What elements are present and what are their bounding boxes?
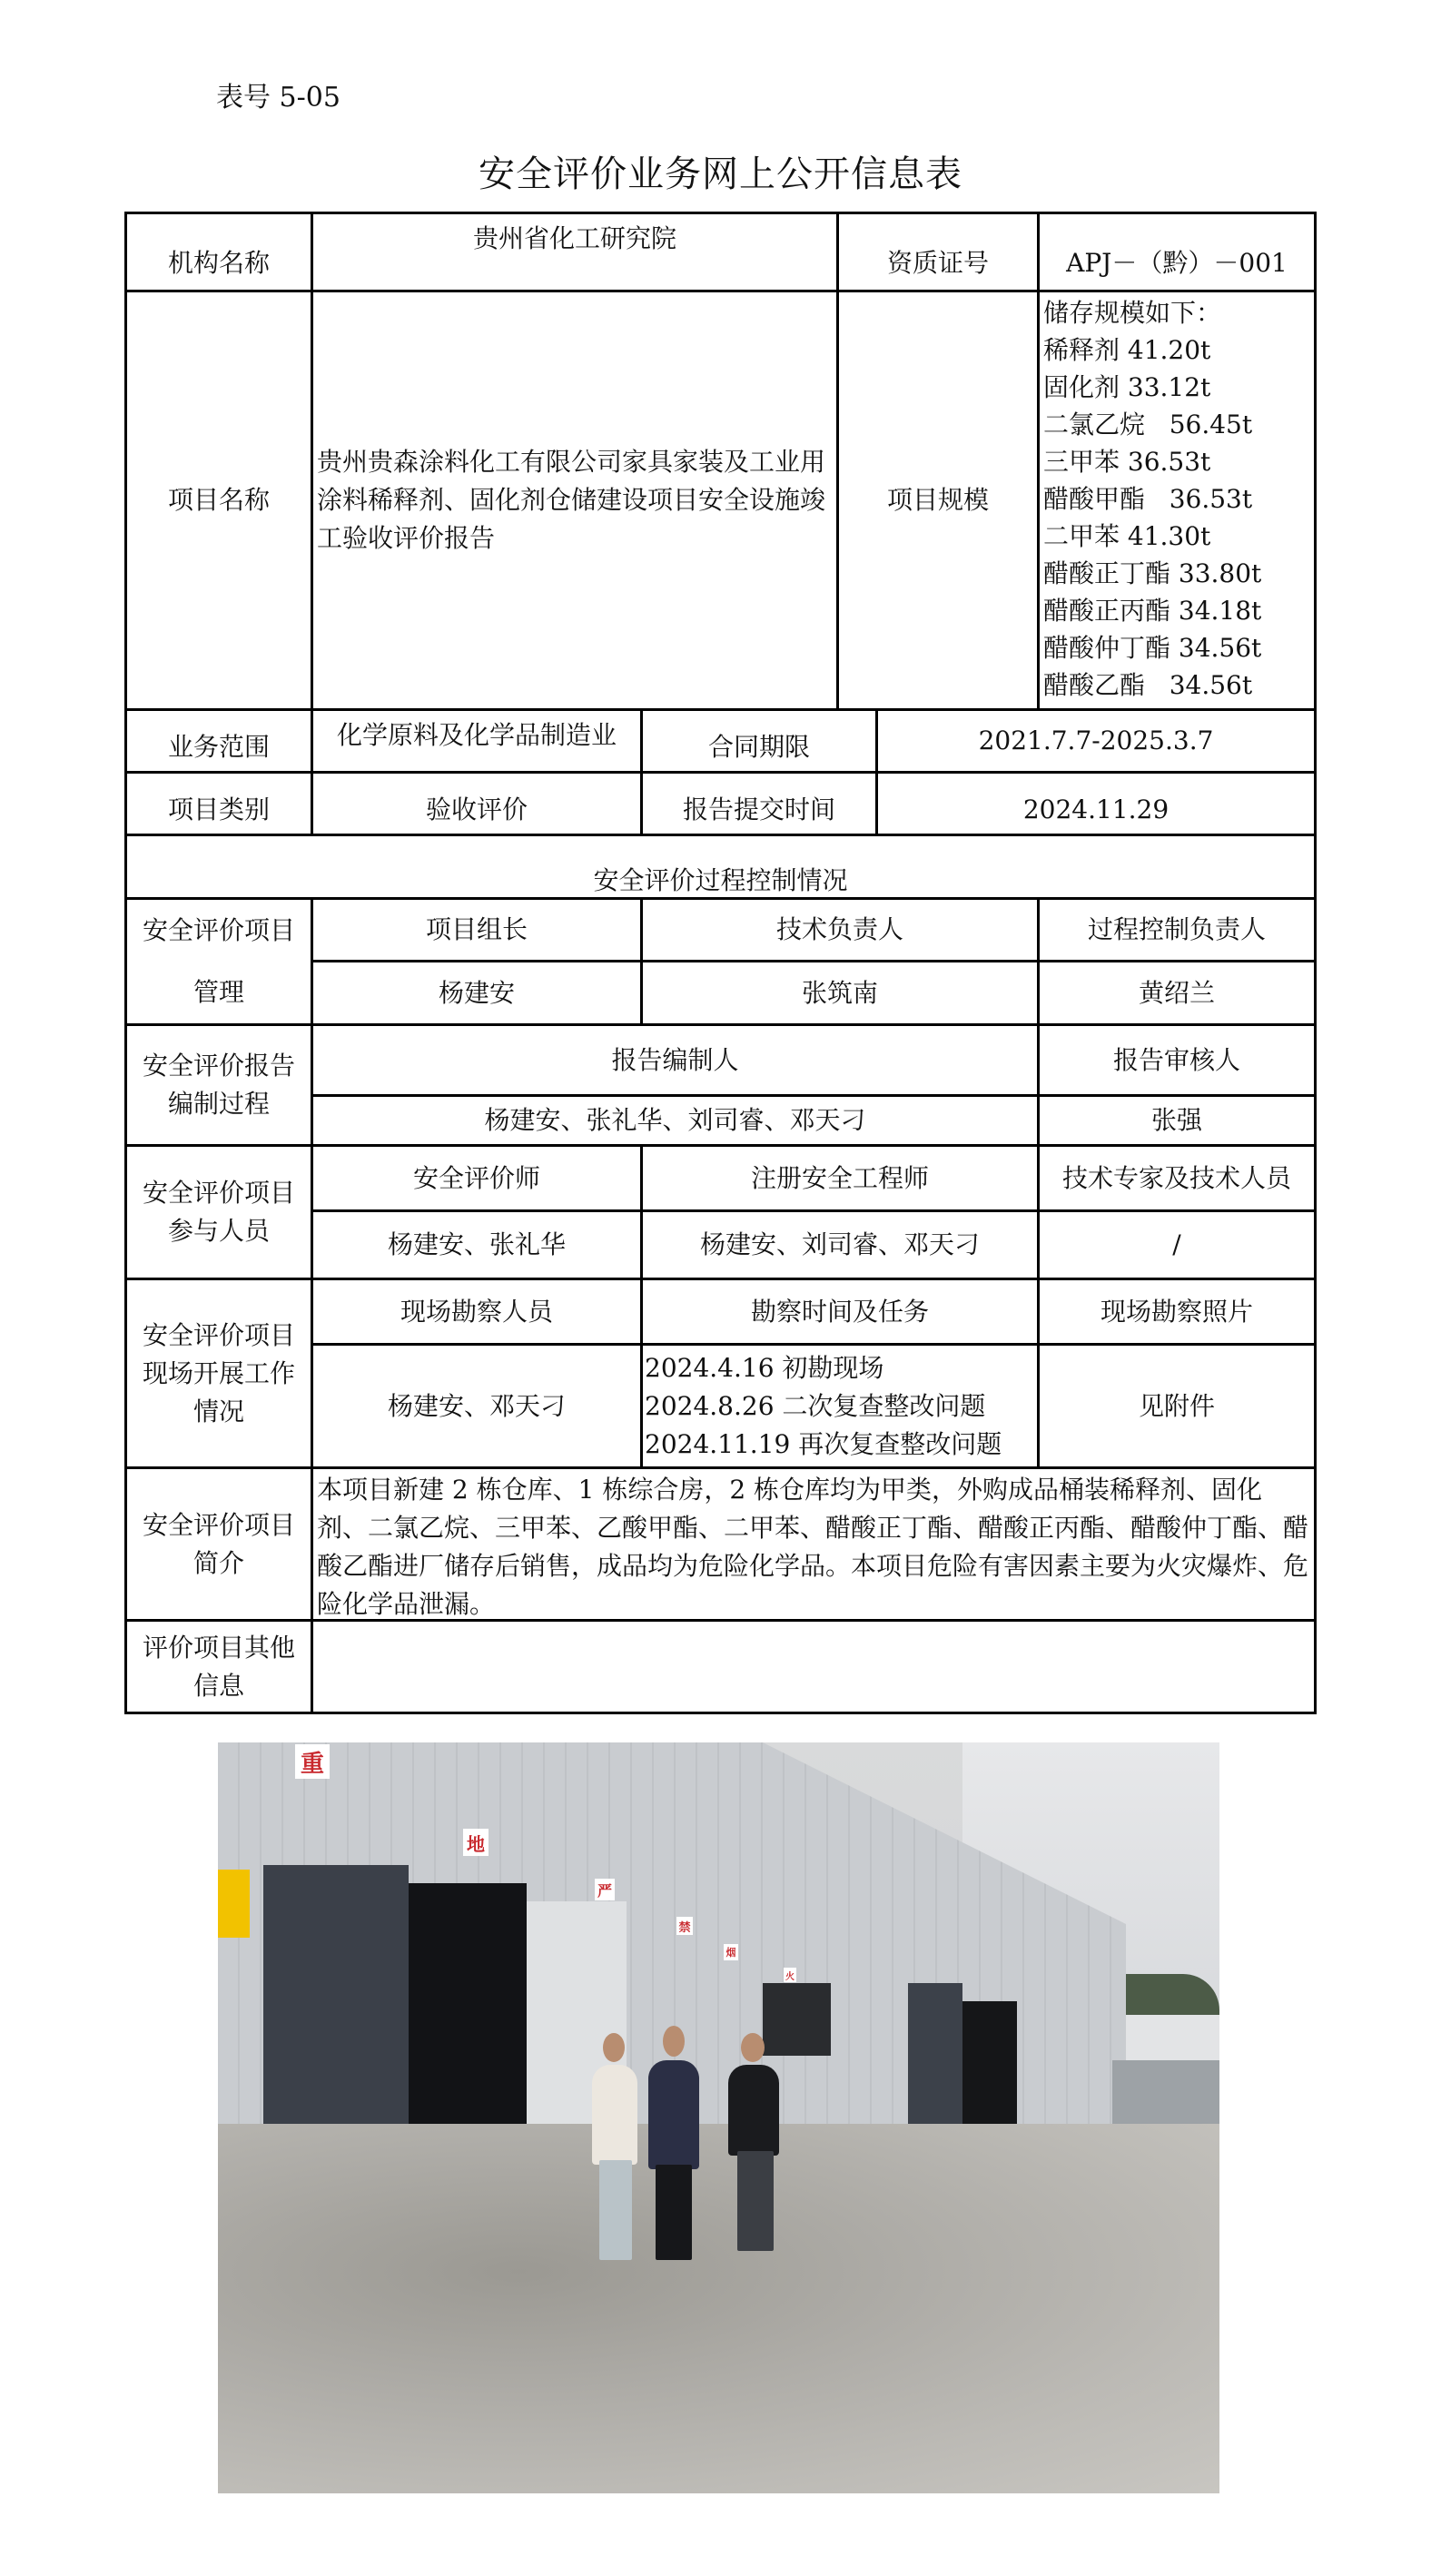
schedule-list <box>645 1349 1002 1464</box>
report-value-author: 杨建安、张礼华、刘司睿、邓天刁 <box>311 1094 1040 1147</box>
photo-door <box>263 1865 409 2137</box>
participants-header-engineer: 注册安全工程师 <box>640 1144 1040 1212</box>
management-label-line2: 管理 <box>192 977 244 1007</box>
participants-header-evaluator: 安全评价师 <box>311 1144 643 1212</box>
submit-value: 2024.11.29 <box>875 771 1317 836</box>
summary-value <box>311 1466 1317 1622</box>
scope-label: 业务范围 <box>124 708 313 774</box>
management-value-process: 黄绍兰 <box>1037 960 1317 1026</box>
site-work-label <box>124 1278 313 1469</box>
management-value-leader: 杨建安 <box>311 960 643 1026</box>
site-inspection-photo <box>218 1742 1219 2493</box>
photo-doorway <box>409 1883 527 2137</box>
scale-line: 稀释剂 41.20t <box>1043 335 1211 365</box>
scope-value: 化学原料及化学品制造业 <box>311 708 643 774</box>
scale-line: 储存规模如下： <box>1043 298 1222 328</box>
photo-warning-sign <box>218 1870 250 1938</box>
management-value-tech: 张筑南 <box>640 960 1040 1026</box>
scale-line: 二甲苯 41.30t <box>1043 521 1211 551</box>
scale-list <box>1043 294 1261 704</box>
project-name-text: 贵州贵森涂料化工有限公司家具家装及工业用涂料稀释剂、固化剂仓储建设项目安全设施竣工验收评价报告 <box>317 447 826 553</box>
photo-person-1 <box>592 2065 637 2165</box>
schedule-item: 2024.11.19 再次复查整改问题 <box>645 1428 1002 1459</box>
category-label: 项目类别 <box>124 771 313 836</box>
photo-sign-char: 禁 <box>676 1917 693 1935</box>
participants-value-evaluator: 杨建安、张礼华 <box>311 1209 643 1280</box>
site-value-schedule <box>640 1343 1040 1469</box>
form-number: 表号 5-05 <box>216 82 341 114</box>
org-name-label: 机构名称 <box>124 212 313 292</box>
summary-text: 本项目新建 2 栋仓库、1 栋综合房，2 栋仓库均为甲类，外购成品桶装稀释剂、固化剂、二氯乙烷、三甲苯、乙酸甲酯、二甲苯、醋酸正丁酯、醋酸正丙酯、醋酸仲丁酯、醋酸乙酯进厂储存后销售，成品均为危险化学品。本项目危险有害因素主要为火灾爆炸、危险化学品泄漏。 <box>317 1475 1309 1619</box>
scale-line: 三甲苯 36.53t <box>1043 447 1211 477</box>
other-label-text: 评价项目其他信息 <box>142 1632 295 1701</box>
management-label <box>124 897 313 1026</box>
photo-person-2-head <box>663 2026 685 2057</box>
report-value-reviewer: 张强 <box>1037 1094 1317 1147</box>
management-header-leader: 项目组长 <box>311 897 643 962</box>
scale-line: 二氯乙烷 56.45t <box>1043 410 1253 439</box>
photo-person-3-head <box>741 2033 765 2062</box>
schedule-item: 2024.8.26 二次复查整改问题 <box>645 1390 986 1421</box>
other-value <box>311 1619 1317 1714</box>
site-value-photos: 见附件 <box>1037 1343 1317 1469</box>
photo-person-1-head <box>603 2033 625 2062</box>
project-name-label: 项目名称 <box>124 290 313 711</box>
photo-doorway <box>962 2001 1017 2128</box>
project-name-value <box>311 290 839 711</box>
section-title: 安全评价过程控制情况 <box>124 834 1317 900</box>
scale-line: 醋酸乙酯 34.56t <box>1043 670 1253 700</box>
photo-sign-char: 烟 <box>724 1944 738 1960</box>
participants-label <box>124 1144 313 1280</box>
photo-sign-char: 重 <box>295 1744 330 1779</box>
participants-label-text: 安全评价项目参与人员 <box>142 1178 295 1246</box>
photo-person-2 <box>648 2060 699 2169</box>
photo-sign-char: 地 <box>463 1829 489 1856</box>
participants-value-engineer: 杨建安、刘司睿、邓天刁 <box>640 1209 1040 1280</box>
cert-label: 资质证号 <box>836 212 1040 292</box>
page-title: 安全评价业务网上公开信息表 <box>479 153 962 195</box>
photo-person-3-legs <box>737 2151 774 2251</box>
other-label <box>124 1619 313 1714</box>
participants-value-expert: / <box>1037 1209 1317 1280</box>
management-label-line1: 安全评价项目 <box>142 915 295 945</box>
photo-person-2-legs <box>656 2165 692 2260</box>
report-header-author: 报告编制人 <box>311 1023 1040 1097</box>
summary-label-text: 安全评价项目简介 <box>142 1509 295 1578</box>
photo-person-1-legs <box>599 2160 632 2260</box>
photo-window <box>763 1983 831 2056</box>
category-value: 验收评价 <box>311 771 643 836</box>
scale-line: 醋酸仲丁酯 34.56t <box>1043 633 1262 663</box>
site-header-personnel: 现场勘察人员 <box>311 1278 643 1346</box>
report-label-text: 安全评价报告编制过程 <box>142 1051 295 1119</box>
site-header-photos: 现场勘察照片 <box>1037 1278 1317 1346</box>
photo-door <box>908 1983 962 2133</box>
schedule-item: 2024.4.16 初勘现场 <box>645 1352 884 1383</box>
project-scale-value <box>1037 290 1317 711</box>
scale-line: 固化剂 33.12t <box>1043 372 1211 402</box>
scale-line: 醋酸正丁酯 33.80t <box>1043 558 1262 588</box>
cert-value: APJ－（黔）－001 <box>1037 212 1317 292</box>
contract-label: 合同期限 <box>640 708 878 774</box>
site-value-personnel: 杨建安、邓天刁 <box>311 1343 643 1469</box>
management-header-process: 过程控制负责人 <box>1037 897 1317 962</box>
submit-label: 报告提交时间 <box>640 771 878 836</box>
project-scale-label: 项目规模 <box>836 290 1040 711</box>
management-header-tech: 技术负责人 <box>640 897 1040 962</box>
contract-value: 2021.7.7-2025.3.7 <box>875 708 1317 774</box>
photo-sign-char: 严 <box>595 1879 615 1900</box>
summary-label <box>124 1466 313 1622</box>
photo-ground <box>218 2124 1219 2493</box>
participants-header-expert: 技术专家及技术人员 <box>1037 1144 1317 1212</box>
photo-sign-char: 火 <box>784 1968 796 1982</box>
site-header-schedule: 勘察时间及任务 <box>640 1278 1040 1346</box>
org-name-value: 贵州省化工研究院 <box>311 212 839 292</box>
scale-line: 醋酸正丙酯 34.18t <box>1043 596 1262 626</box>
site-work-label-text: 安全评价项目现场开展工作情况 <box>142 1319 295 1426</box>
scale-line: 醋酸甲酯 36.53t <box>1043 484 1253 514</box>
report-header-reviewer: 报告审核人 <box>1037 1023 1317 1097</box>
photo-person-3 <box>728 2065 779 2156</box>
report-label <box>124 1023 313 1147</box>
